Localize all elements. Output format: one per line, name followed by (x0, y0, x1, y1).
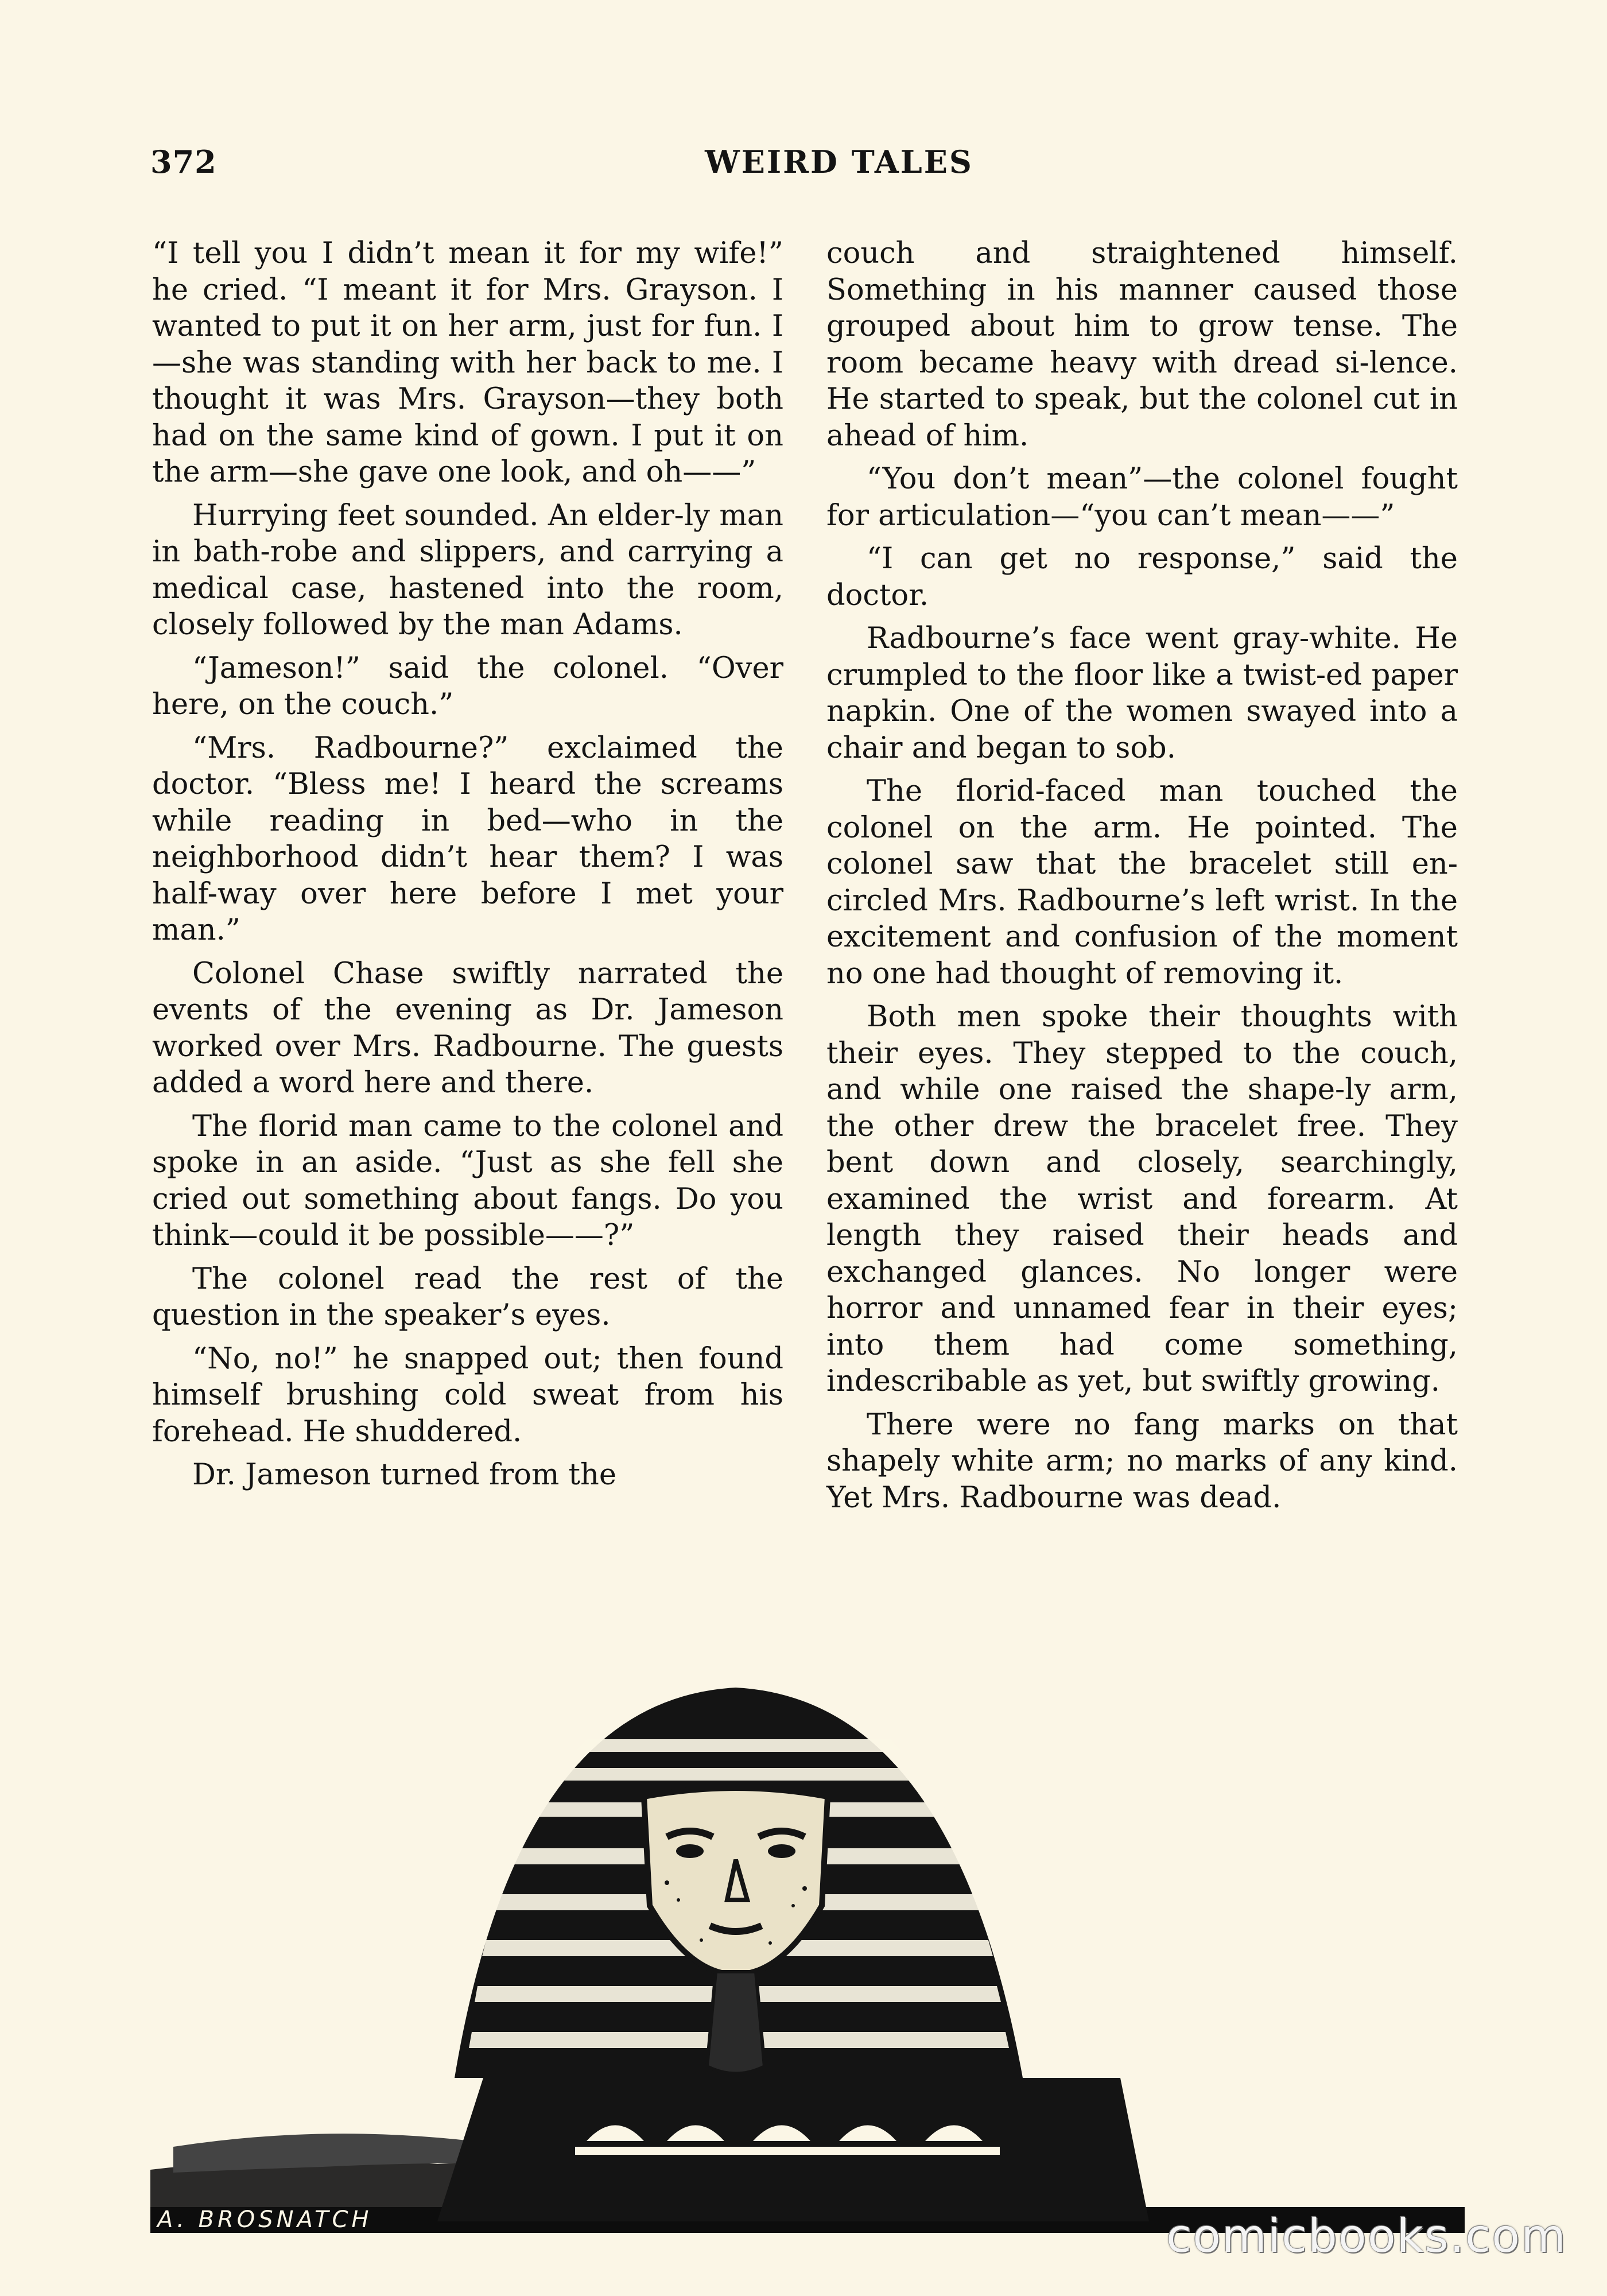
page-number: 372 (150, 144, 217, 180)
paragraph: “Mrs. Radbourne?” exclaimed the doctor. “Bless me! I heard the screams while reading in bed—who in the neighborhood didn’t hear them? I was half-way over here before I met your man.” (152, 731, 783, 947)
sphinx-beard (707, 1972, 764, 2074)
paragraph: Both men spoke their thoughts with their eyes. They stepped to the couch, and while one raised the shape-ly arm, the other drew the bracelet free. They bent down and closely, searchingly, examined the wrist and forearm. At length they raised their heads and exchanged glances. No longer were horror and unnamed fear in their eyes; into them had come something, indescribable as yet, but swiftly growing. (826, 1000, 1458, 1398)
paragraph: couch and straightened himself. Something in his manner caused those grouped about him to grow tense. The room became heavy with dread si-lence. He started to speak, but the colonel cut in ahead of him. (826, 236, 1458, 453)
paragraph: Dr. Jameson turned from the (192, 1458, 617, 1492)
paragraph: The colonel read the rest of the question in the speaker’s eyes. (152, 1262, 783, 1332)
paragraph: “Jameson!” said the colonel. “Over here, on the couch.” (152, 651, 783, 722)
artist-signature: A. BROSNATCH (157, 2206, 372, 2233)
running-title: WEIRD TALES (705, 144, 973, 180)
site-watermark: comicbooks.com (1166, 2209, 1567, 2263)
paragraph: There were no fang marks on that shapely white arm; no marks of any kind. Yet Mrs. Radbourne was dead. (826, 1407, 1458, 1515)
paragraph: The florid man came to the colonel and spoke in an aside. “Just as she fell she cried out something about fangs. Do you think—could it be possible——?” (152, 1109, 783, 1252)
paragraph: Radbourne’s face went gray-white. He crumpled to the floor like a twist-ed paper napkin. One of the women swayed into a chair and began to sob. (826, 622, 1458, 765)
paragraph: “I can get no response,” said the doctor. (826, 542, 1458, 612)
page-header (150, 144, 1528, 189)
paragraph: “I tell you I didn’t mean it for my wife!” he cried. “I meant it for Mrs. Grayson. I wanted to put it on her arm, just for fun. I—she was standing with her back to me. I thought it was Mrs. Grayson—they both had on the same kind of gown. I put it on the arm—she gave one look, and oh——” (152, 236, 783, 489)
paragraph: The florid-faced man touched the colonel on the arm. He pointed. The colonel saw that the bracelet still en-circled Mrs. Radbourne’s left wrist. In the excitement and confusion of the moment no one had thought of removing it. (826, 774, 1458, 991)
left-column (152, 235, 783, 1500)
paragraph: Hurrying feet sounded. An elder-ly man in bath-robe and slippers, and carrying a medical case, hastened into the room, closely followed by the man Adams. (152, 498, 783, 642)
paragraph: Colonel Chase swiftly narrated the events of the evening as Dr. Jameson worked over Mrs. Radbourne. The guests added a word here and there. (152, 956, 783, 1100)
paragraph: “You don’t mean”—the colonel fought for articulation—“you can’t mean——” (826, 462, 1458, 533)
right-column (826, 235, 1458, 1523)
paragraph: “No, no!” he snapped out; then found himself brushing cold sweat from his forehead. He shuddered. (152, 1341, 783, 1449)
sphinx-illustration (150, 1653, 1465, 2239)
